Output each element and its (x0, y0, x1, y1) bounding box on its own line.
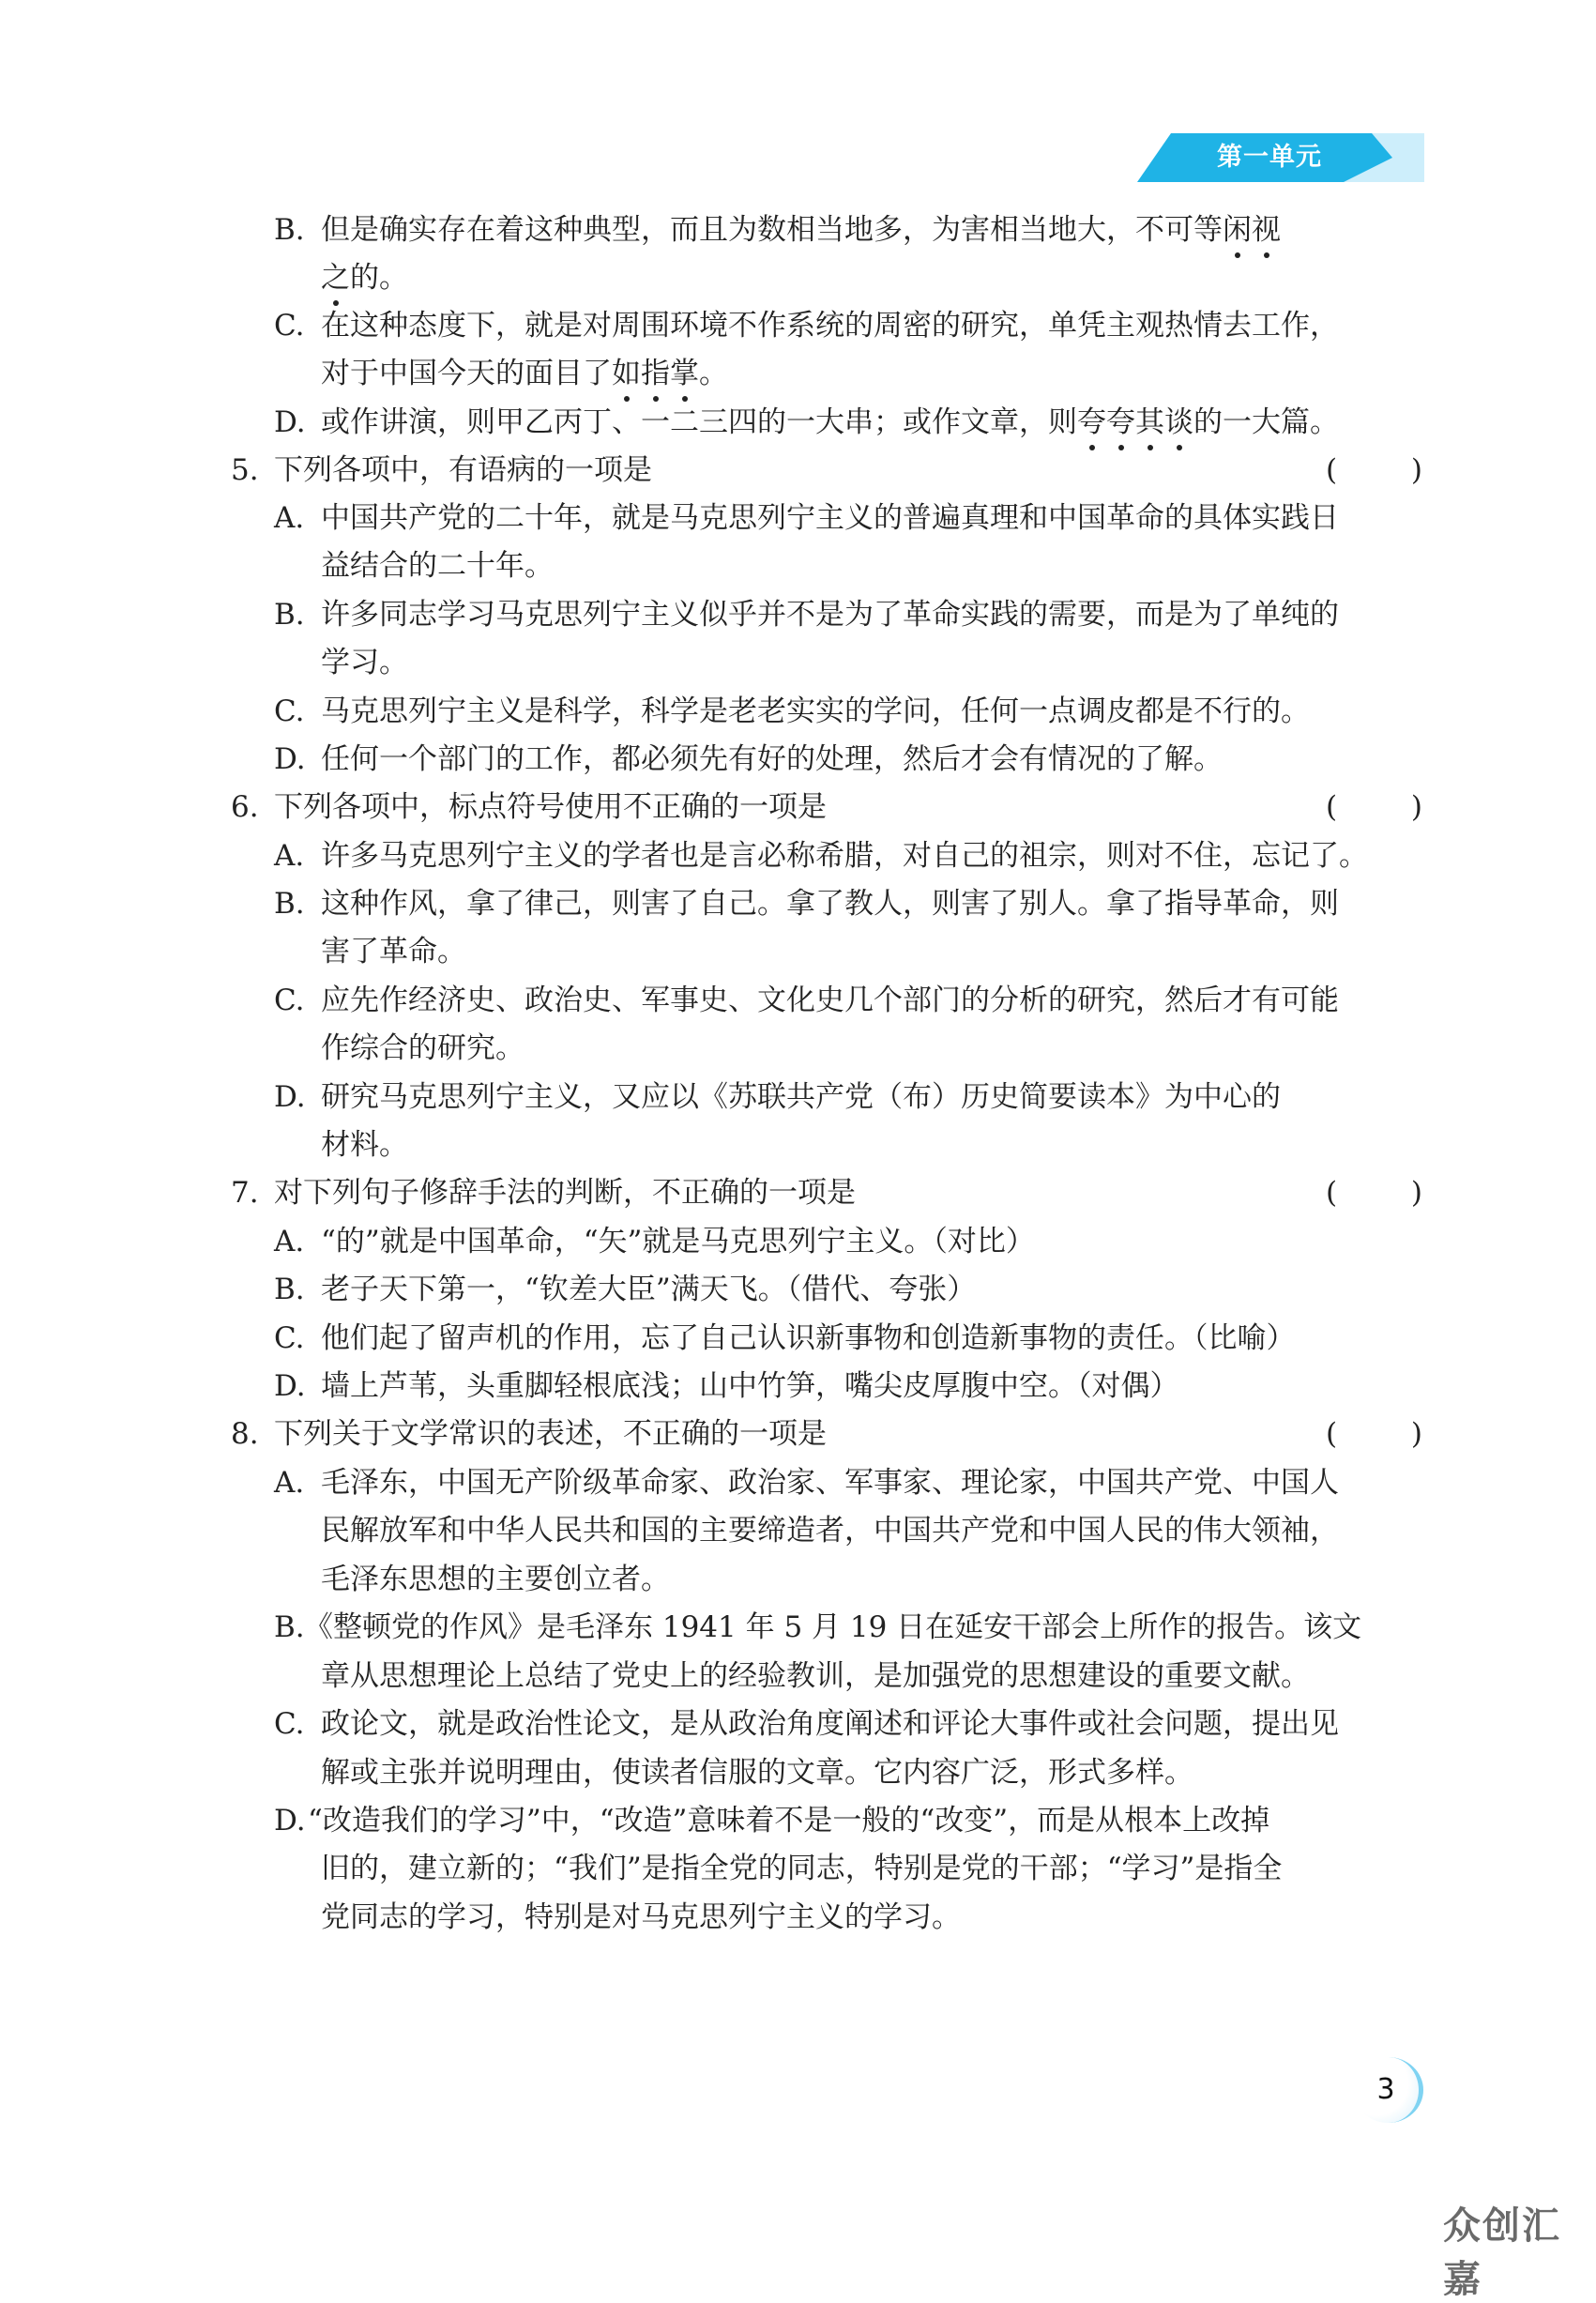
option-text-line2: 作综合的研究。 (321, 1031, 524, 1065)
option-letter: C. (274, 1707, 305, 1741)
option-letter: D. (274, 742, 306, 776)
question-stem: 对下列句子修辞手法的判断，不正确的一项是 (274, 1176, 856, 1210)
option-text: 。 (699, 357, 728, 390)
option-letter: A. (274, 501, 305, 535)
question-number: 8. (231, 1417, 259, 1451)
q5-stem (231, 451, 652, 489)
q8-option-a (274, 1464, 1339, 1502)
option-letter: A. (274, 1225, 305, 1258)
dotted-char: 谈 (1164, 405, 1193, 439)
unit-label: 第一单元 (1217, 143, 1322, 172)
option-text: 研究马克思列宁主义，又应以《苏联共产党（布）历史简要读本》为中心的 (321, 1080, 1281, 1114)
option-letter: D. (274, 405, 306, 439)
question-number: 5. (231, 453, 259, 487)
q4-option-c (274, 307, 1339, 344)
question-stem: 下列各项中，标点符号使用不正确的一项是 (274, 790, 827, 824)
option-text-line2: 章从思想理论上总结了党史上的经验教训，是加强党的思想建设的重要文献。 (321, 1659, 1310, 1693)
question-number: 7. (231, 1176, 259, 1210)
q6-option-b (274, 885, 1339, 923)
question-stem: 下列关于文学常识的表述，不正确的一项是 (274, 1417, 827, 1451)
option-text: 但是确实存在着这种典型，而且为数相当地多，为害相当地大，不可等 (321, 213, 1223, 247)
q5-option-c (274, 693, 1310, 730)
option-text: 任何一个部门的工作，都必须先有好的处理，然后才会有情况的了解。 (321, 742, 1223, 776)
answer-paren: ( ) (1326, 1417, 1423, 1451)
option-text: 的。 (350, 261, 408, 295)
option-text: 应先作经济史、政治史、军事史、文化史几个部门的分析的研究，然后才有可能 (321, 984, 1339, 1017)
option-text-line3: 党同志的学习，特别是对马克思列宁主义的学习。 (321, 1900, 961, 1934)
q6-stem (231, 788, 827, 826)
option-letter: B. (274, 598, 305, 632)
option-text-line2: 益结合的二十年。 (321, 549, 554, 583)
q6-option-a (274, 837, 1368, 875)
dotted-char: 视 (1252, 213, 1281, 247)
unit-tab (1137, 133, 1424, 182)
option-text: “改造我们的学习”中，“改造”意味着不是一般的“改变”，而是从根本上改掉 (308, 1804, 1270, 1838)
option-letter: D. (274, 1804, 306, 1838)
option-text: 《整顿党的作风》是毛泽东 1941 年 5 月 19 日在延安干部会上所作的报告。该文 (304, 1610, 1362, 1644)
option-letter: B. (274, 213, 305, 247)
q8-stem (231, 1415, 827, 1453)
option-text: 中国共产党的二十年，就是马克思列宁主义的普遍真理和中国革命的具体实践日 (321, 501, 1339, 535)
q7-option-c (274, 1319, 1296, 1357)
q5-option-b (274, 596, 1339, 633)
q4-option-d (274, 404, 1339, 441)
page-number: 3 (1353, 2057, 1423, 2123)
question-number: 6. (231, 790, 259, 824)
dotted-char: 其 (1135, 405, 1164, 439)
dotted-char: 夸 (1077, 405, 1106, 439)
option-letter: C. (274, 984, 305, 1017)
option-text: 的一大篇。 (1193, 405, 1339, 439)
option-letter: A. (274, 839, 305, 873)
option-letter: D. (274, 1080, 306, 1114)
option-text: “的”就是中国革命，“矢”就是马克思列宁主义。（对比） (321, 1225, 1035, 1258)
option-text-line2: 旧的，建立新的；“我们”是指全党的同志，特别是党的干部；“学习”是指全 (321, 1852, 1283, 1885)
dotted-char: 闲 (1223, 213, 1252, 247)
q4-option-c-line2 (321, 355, 728, 392)
option-text: 许多马克思列宁主义的学者也是言必称希腊，对自己的祖宗，则对不住，忘记了。 (321, 839, 1368, 873)
q8-option-c (274, 1705, 1339, 1743)
q7-option-d (274, 1367, 1179, 1405)
option-text: 或作讲演，则甲乙丙丁、一二三四的一大串；或作文章，则 (321, 405, 1077, 439)
q7-option-b (274, 1271, 977, 1308)
q8-option-b (274, 1609, 1362, 1646)
option-text: 政论文，就是政治性论文，是从政治角度阐述和评论大事件或社会问题，提出见 (321, 1707, 1339, 1741)
answer-paren: ( ) (1326, 453, 1423, 487)
option-text: 这种作风，拿了律己，则害了自己。拿了教人，则害了别人。拿了指导革命，则 (321, 887, 1339, 921)
dotted-char: 掌 (670, 357, 699, 390)
option-text: 老子天下第一，“钦差大臣”满天飞。（借代、夸张） (321, 1273, 977, 1306)
option-text: 他们起了留声机的作用，忘了自己认识新事物和创造新事物的责任。（比喻） (321, 1321, 1296, 1355)
option-letter: C. (274, 309, 305, 343)
option-letter: B. (274, 1610, 305, 1644)
option-text-line2: 学习。 (321, 646, 408, 679)
option-text-line2: 害了革命。 (321, 935, 466, 968)
watermark-logo: 众创汇嘉 (1443, 2204, 1561, 2301)
q7-option-a (274, 1223, 1035, 1260)
q6-option-c (274, 982, 1339, 1019)
option-letter: B. (274, 1273, 305, 1306)
question-stem: 下列各项中，有语病的一项是 (274, 453, 652, 487)
dotted-char: 指 (641, 357, 670, 390)
q6-option-d (274, 1078, 1281, 1116)
option-text: 在这种态度下，就是对周围环境不作系统的周密的研究，单凭主观热情去工作， (321, 309, 1339, 343)
option-text-line2: 材料。 (321, 1128, 408, 1162)
option-text: 马克思列宁主义是科学，科学是老老实实的学问，任何一点调皮都是不行的。 (321, 694, 1310, 728)
option-text-line3: 毛泽东思想的主要创立者。 (321, 1563, 670, 1596)
option-text-line2: 民解放军和中华人民共和国的主要缔造者，中国共产党和中国人民的伟大领袖， (321, 1514, 1339, 1548)
option-text: 毛泽东，中国无产阶级革命家、政治家、军事家、理论家，中国共产党、中国人 (321, 1466, 1339, 1500)
q4-option-b (274, 211, 1281, 249)
q8-option-d (274, 1802, 1270, 1839)
dotted-char: 夸 (1106, 405, 1135, 439)
option-letter: C. (274, 694, 305, 728)
q4-option-b-line2 (321, 259, 408, 297)
option-letter: C. (274, 1321, 305, 1355)
dotted-char: 如 (612, 357, 641, 390)
dotted-char: 之 (321, 261, 350, 295)
answer-paren: ( ) (1326, 790, 1423, 824)
q7-stem (231, 1174, 856, 1212)
option-letter: A. (274, 1466, 305, 1500)
option-text-line2: 解或主张并说明理由，使读者信服的文章。它内容广泛，形式多样。 (321, 1756, 1193, 1790)
option-text: 许多同志学习马克思列宁主义似乎并不是为了革命实践的需要，而是为了单纯的 (321, 598, 1339, 632)
option-letter: D. (274, 1369, 306, 1403)
option-text: 墙上芦苇，头重脚轻根底浅；山中竹笋，嘴尖皮厚腹中空。（对偶） (321, 1369, 1179, 1403)
q5-option-a (274, 499, 1339, 537)
option-text: 对于中国今天的面目了 (321, 357, 612, 390)
answer-paren: ( ) (1326, 1176, 1423, 1210)
q5-option-d (274, 740, 1223, 778)
option-letter: B. (274, 887, 305, 921)
